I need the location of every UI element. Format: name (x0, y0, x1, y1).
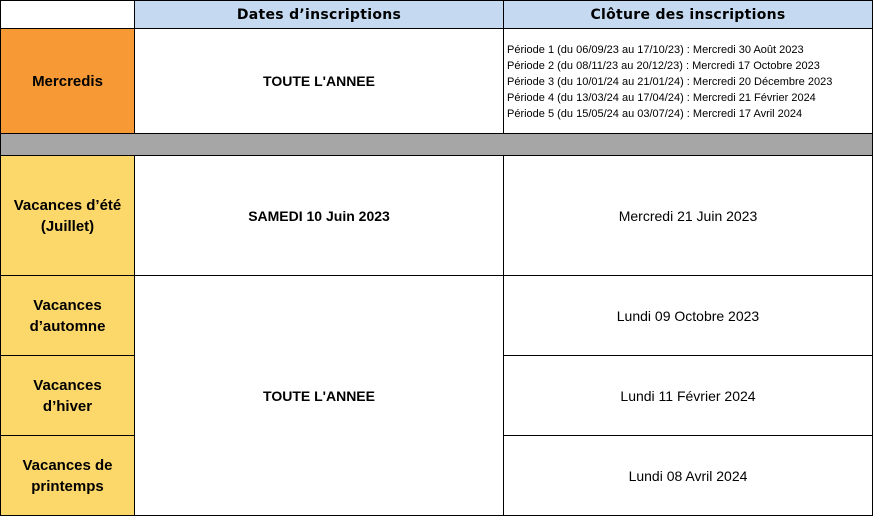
header-empty-cell (0, 0, 135, 29)
periode-5: Période 5 (du 15/05/24 au 03/07/24) : Mercredi 17 Avril 2024 (507, 108, 803, 120)
row-label-vacances-ete (0, 155, 135, 276)
periode-3: Période 3 (du 10/01/24 au 21/01/24) : Mercredi 20 Décembre 2023 (507, 76, 833, 88)
ete-cloture: Mercredi 21 Juin 2023 (503, 155, 873, 276)
label-line-1: Vacances (33, 296, 102, 314)
header-cloture-inscriptions: Clôture des inscriptions (503, 0, 873, 29)
row-label-mercredis: Mercredis (0, 28, 135, 134)
periode-1: Période 1 (du 06/09/23 au 17/10/23) : Mercredi 30 Août 2023 (507, 44, 804, 56)
label-line-2: printemps (31, 477, 104, 495)
separator-row (0, 133, 873, 156)
label-line-1: Vacances de (22, 456, 113, 474)
header-dates-inscriptions: Dates d’inscriptions (134, 0, 504, 29)
automne-cloture: Lundi 09 Octobre 2023 (503, 275, 873, 356)
row-label-vacances-hiver (0, 355, 135, 436)
row-label-vacances-automne (0, 275, 135, 356)
label-line-2: d’hiver (42, 397, 93, 415)
printemps-cloture: Lundi 08 Avril 2024 (503, 435, 873, 516)
hiver-cloture: Lundi 11 Février 2024 (503, 355, 873, 436)
mercredis-periodes (503, 28, 873, 134)
ete-dates: SAMEDI 10 Juin 2023 (134, 155, 504, 276)
label-line-2: (Juillet) (40, 217, 95, 235)
periode-4: Période 4 (du 13/03/24 au 17/04/24) : Mercredi 21 Février 2024 (507, 92, 816, 104)
mercredis-dates: TOUTE L'ANNEE (134, 28, 504, 134)
label-line-2: d’automne (29, 317, 106, 335)
row-label-vacances-printemps (0, 435, 135, 516)
periode-2: Période 2 (du 08/11/23 au 20/12/23) : Mercredi 17 Octobre 2023 (507, 60, 820, 72)
label-line-1: Vacances (33, 376, 102, 394)
label-line-1: Vacances d’été (13, 196, 122, 214)
autres-vacances-dates: TOUTE L'ANNEE (134, 275, 504, 516)
